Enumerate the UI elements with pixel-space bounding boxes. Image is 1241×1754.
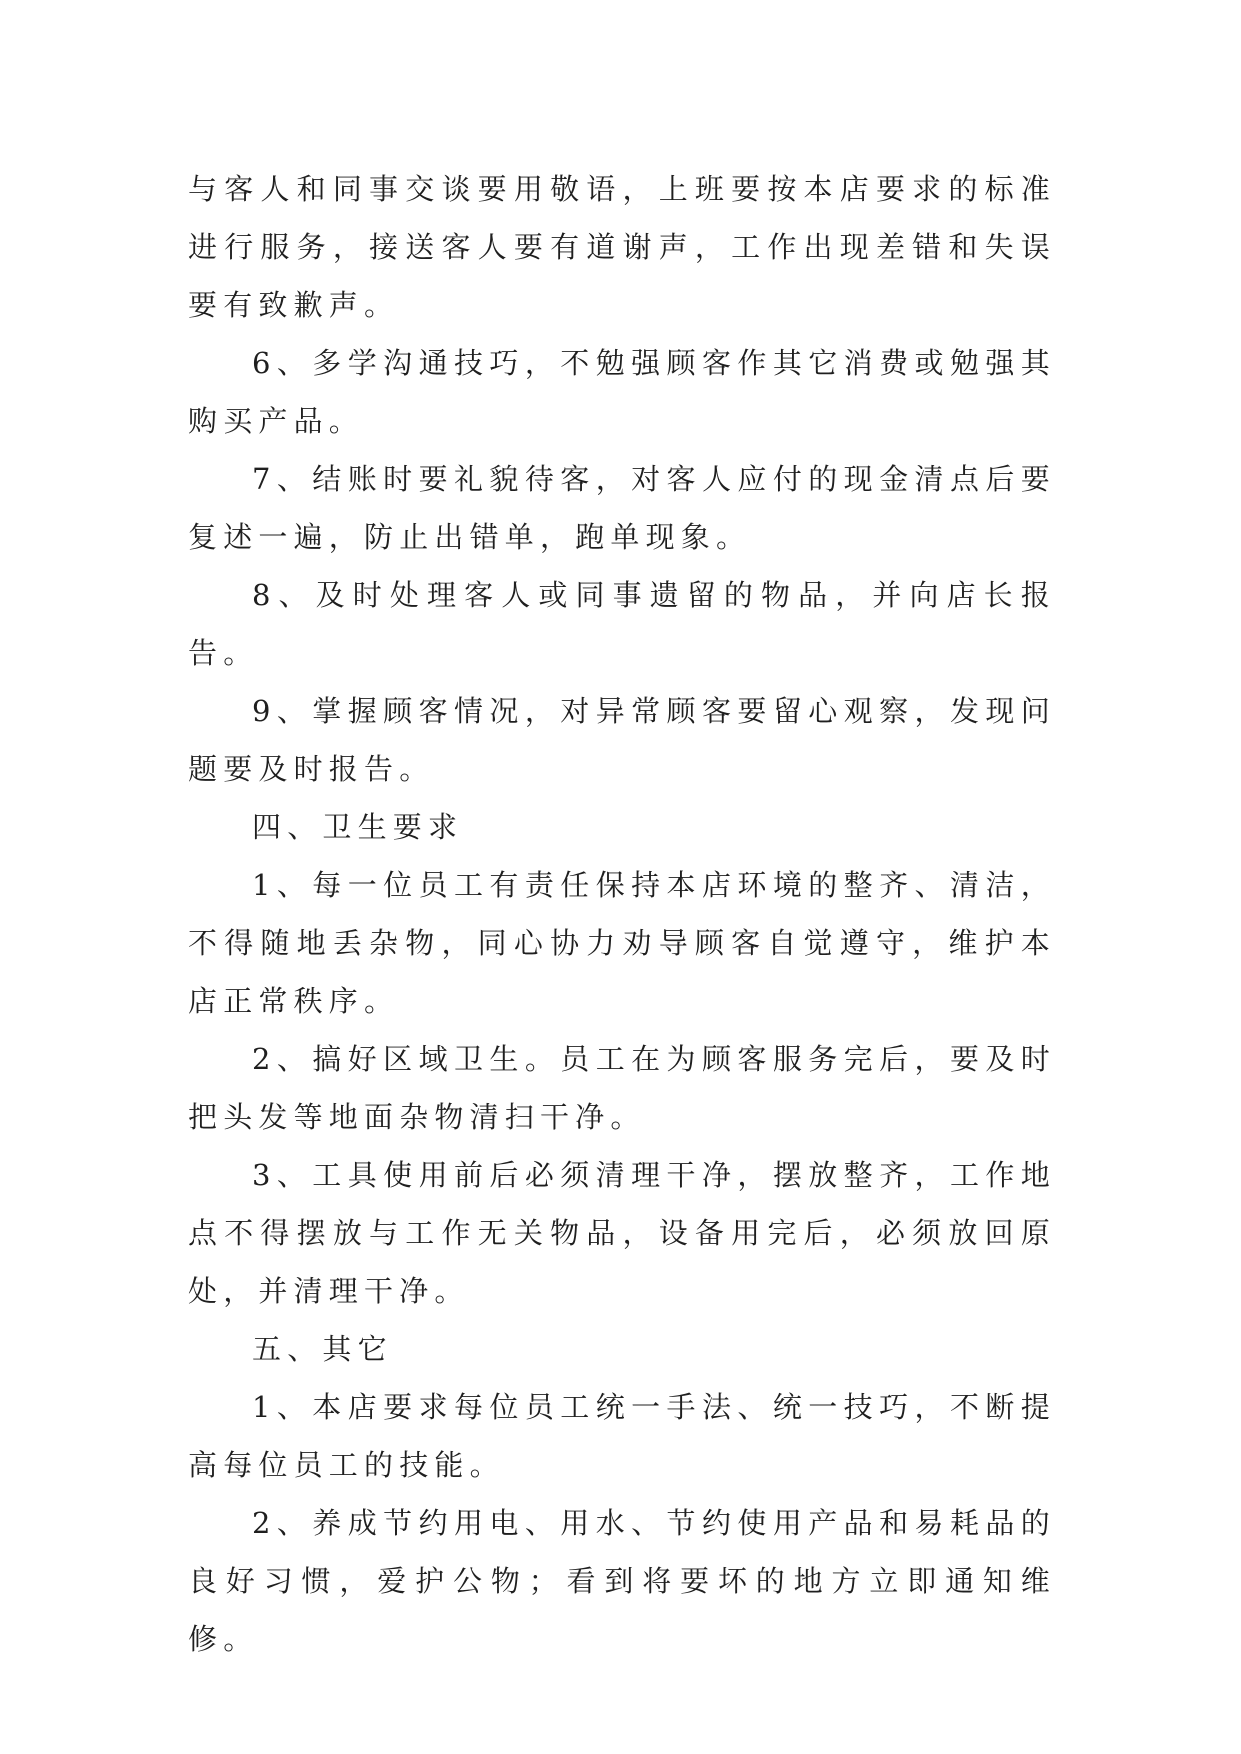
section-heading: 五、其它 xyxy=(252,1332,393,1366)
paragraph: 3、工具使用前后必须清理干净，摆放整齐，工作地点不得摆放与工作无关物品，设备用完后，必须放回原处，并清理干净。 xyxy=(188,1158,1056,1308)
paragraph: 2、养成节约用电、用水、节约使用产品和易耗品的良好习惯，爱护公物；看到将要坏的地方立即通知维修。 xyxy=(188,1506,1056,1656)
paragraph: 8、及时处理客人或同事遗留的物品，并向店长报告。 xyxy=(188,578,1056,670)
paragraph: 1、每一位员工有责任保持本店环境的整齐、清洁，不得随地丢杂物，同心协力劝导顾客自觉遵守，维护本店正常秩序。 xyxy=(188,868,1056,1018)
paragraph: 7、结账时要礼貌待客，对客人应付的现金清点后要复述一遍，防止出错单，跑单现象。 xyxy=(188,462,1056,554)
paragraph: 1、本店要求每位员工统一手法、统一技巧，不断提高每位员工的技能。 xyxy=(188,1390,1056,1482)
document-body xyxy=(188,160,1056,1668)
paragraph: 2、搞好区域卫生。员工在为顾客服务完后，要及时把头发等地面杂物清扫干净。 xyxy=(188,1042,1056,1134)
paragraph: 9、掌握顾客情况，对异常顾客要留心观察，发现问题要及时报告。 xyxy=(188,694,1056,786)
paragraph: 6、多学沟通技巧，不勉强顾客作其它消费或勉强其购买产品。 xyxy=(188,346,1056,438)
paragraph: 与客人和同事交谈要用敬语，上班要按本店要求的标准进行服务，接送客人要有道谢声，工作出现差错和失误要有致歉声。 xyxy=(188,172,1056,322)
section-heading: 四、卫生要求 xyxy=(252,810,464,844)
